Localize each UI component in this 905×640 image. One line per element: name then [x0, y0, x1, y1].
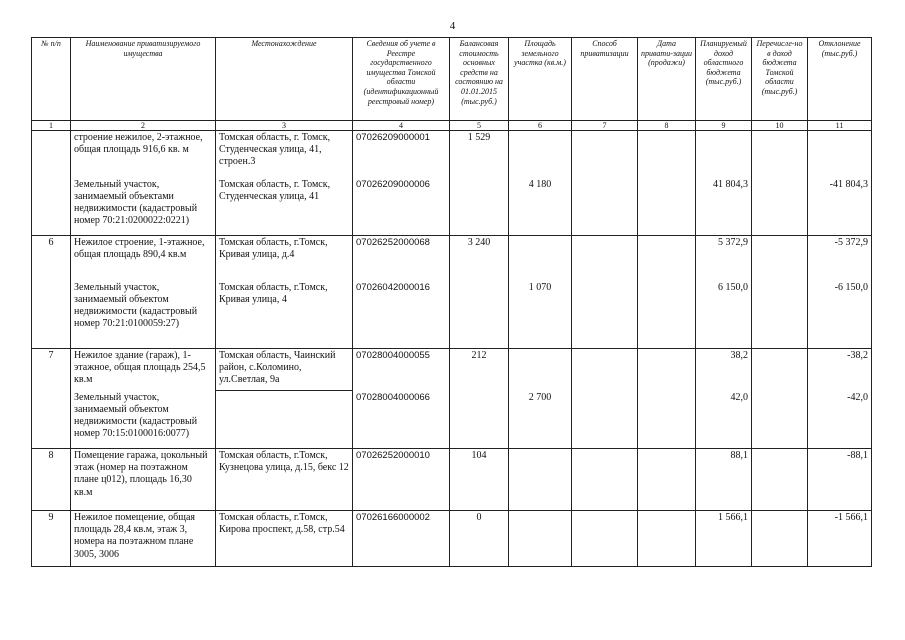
table-row — [32, 178, 872, 236]
row-transferred — [752, 391, 808, 449]
row-name: Помещение гаража, цокольный этаж (номер на поэтажном плане ц012), площадь 16,30 кв.м — [71, 449, 216, 511]
row-index: 6 — [32, 236, 71, 281]
row-method — [572, 281, 638, 349]
row-deviation: -5 372,9 — [808, 236, 872, 281]
row-planned-income: 88,1 — [696, 449, 752, 511]
header-location: Местонахождение — [216, 38, 353, 121]
row-location: Томская область, г. Томск, Студенческая улица, 41, строен.3 — [216, 131, 353, 178]
row-registry-number: 07026209000006 — [353, 178, 450, 236]
table-row — [32, 131, 872, 178]
row-date — [638, 236, 696, 281]
row-land-area: 4 180 — [509, 178, 572, 236]
row-index — [32, 131, 71, 178]
row-transferred — [752, 178, 808, 236]
row-deviation: -88,1 — [808, 449, 872, 511]
header-method: Способ приватизации — [572, 38, 638, 121]
row-date — [638, 449, 696, 511]
column-number: 4 — [353, 121, 450, 131]
header-transferred: Перечисле-но в доход бюджета Томской области (тыс.руб.) — [752, 38, 808, 121]
column-number: 3 — [216, 121, 353, 131]
row-name: Земельный участок, занимаемый объектами недвижимости (кадастровый номер 70:21:0200022:0221) — [71, 178, 216, 236]
column-number: 9 — [696, 121, 752, 131]
row-planned-income: 38,2 — [696, 349, 752, 391]
row-registry-number: 07026252000010 — [353, 449, 450, 511]
row-location: Томская область, г.Томск, Кирова проспект, д.58, стр.54 — [216, 511, 353, 567]
row-balance — [450, 391, 509, 449]
row-method — [572, 391, 638, 449]
row-registry-number: 07028004000066 — [353, 391, 450, 449]
table-row — [32, 349, 872, 391]
row-land-area — [509, 511, 572, 567]
header-index: № п/п — [32, 38, 71, 121]
row-deviation — [808, 131, 872, 178]
table-row — [32, 236, 872, 281]
row-land-area: 2 700 — [509, 391, 572, 449]
column-number: 8 — [638, 121, 696, 131]
row-balance: 3 240 — [450, 236, 509, 281]
row-location: Томская область, Чаинский район, с.Коломино, ул.Светлая, 9а — [216, 349, 353, 391]
row-transferred — [752, 349, 808, 391]
table-row — [32, 391, 872, 449]
column-number: 2 — [71, 121, 216, 131]
table-row — [32, 449, 872, 511]
row-registry-number: 07026209000001 — [353, 131, 450, 178]
row-transferred — [752, 131, 808, 178]
header-deviation: Отклонение (тыс.руб.) — [808, 38, 872, 121]
row-name: Нежилое помещение, общая площадь 28,4 кв.м, этаж 3, номера на поэтажном плане 3005, 3006 — [71, 511, 216, 567]
row-deviation: -6 150,0 — [808, 281, 872, 349]
row-location: Томская область, г.Томск, Кузнецова улица, д.15, бекс 12 — [216, 449, 353, 511]
row-name: строение нежилое, 2-этажное, общая площадь 916,6 кв. м — [71, 131, 216, 178]
row-method — [572, 511, 638, 567]
row-planned-income — [696, 131, 752, 178]
row-method — [572, 449, 638, 511]
header-date: Дата привати-зации (продажи) — [638, 38, 696, 121]
row-date — [638, 511, 696, 567]
row-planned-income: 1 566,1 — [696, 511, 752, 567]
table-row — [32, 281, 872, 349]
row-land-area — [509, 449, 572, 511]
row-balance — [450, 281, 509, 349]
row-index: 7 — [32, 349, 71, 391]
row-location: Томская область, г. Томск, Студенческая улица, 41 — [216, 178, 353, 236]
privatization-table — [31, 37, 872, 567]
column-number: 7 — [572, 121, 638, 131]
row-registry-number: 07026166000002 — [353, 511, 450, 567]
column-number: 11 — [808, 121, 872, 131]
row-method — [572, 236, 638, 281]
row-planned-income: 6 150,0 — [696, 281, 752, 349]
row-balance — [450, 178, 509, 236]
header-balance: Балансовая стоимость основных средств на состоянию на 01.01.2015 (тыс.руб.) — [450, 38, 509, 121]
row-balance: 1 529 — [450, 131, 509, 178]
row-balance: 0 — [450, 511, 509, 567]
column-number: 5 — [450, 121, 509, 131]
column-number: 1 — [32, 121, 71, 131]
row-index — [32, 391, 71, 449]
row-land-area — [509, 236, 572, 281]
row-name: Нежилое строение, 1-этажное, общая площадь 890,4 кв.м — [71, 236, 216, 281]
row-date — [638, 281, 696, 349]
row-location — [216, 391, 353, 449]
page-number: 4 — [449, 20, 456, 32]
row-registry-number: 07028004000055 — [353, 349, 450, 391]
column-number-row — [32, 121, 872, 131]
row-deviation: -42,0 — [808, 391, 872, 449]
header-land-area: Площадь земельного участка (кв.м.) — [509, 38, 572, 121]
row-transferred — [752, 449, 808, 511]
row-name: Земельный участок, занимаемый объектом недвижимости (кадастровый номер 70:21:0100059:27) — [71, 281, 216, 349]
row-planned-income: 41 804,3 — [696, 178, 752, 236]
row-location: Томская область, г.Томск, Кривая улица, 4 — [216, 281, 353, 349]
row-registry-number: 07026042000016 — [353, 281, 450, 349]
row-index: 9 — [32, 511, 71, 567]
row-transferred — [752, 236, 808, 281]
row-registry-number: 07026252000068 — [353, 236, 450, 281]
row-planned-income: 5 372,9 — [696, 236, 752, 281]
row-land-area: 1 070 — [509, 281, 572, 349]
row-method — [572, 131, 638, 178]
row-index: 8 — [32, 449, 71, 511]
column-number: 10 — [752, 121, 808, 131]
header-registry: Сведения об учете в Реестре государственного имущества Томской области (идентификационный реестровый номер) — [353, 38, 450, 121]
row-planned-income: 42,0 — [696, 391, 752, 449]
row-date — [638, 391, 696, 449]
row-deviation: -38,2 — [808, 349, 872, 391]
row-date — [638, 178, 696, 236]
row-balance: 104 — [450, 449, 509, 511]
row-location: Томская область, г.Томск, Кривая улица, д.4 — [216, 236, 353, 281]
row-land-area — [509, 131, 572, 178]
header-name: Наименование приватизируемого имущества — [71, 38, 216, 121]
row-date — [638, 131, 696, 178]
row-method — [572, 349, 638, 391]
row-land-area — [509, 349, 572, 391]
row-name: Нежилое здание (гараж), 1-этажное, общая площадь 254,5 кв.м — [71, 349, 216, 391]
row-deviation: -41 804,3 — [808, 178, 872, 236]
row-balance: 212 — [450, 349, 509, 391]
row-index — [32, 281, 71, 349]
header-planned-income: Планируемый доход областного бюджета (тыс.руб.) — [696, 38, 752, 121]
row-deviation: -1 566,1 — [808, 511, 872, 567]
row-method — [572, 178, 638, 236]
row-transferred — [752, 511, 808, 567]
row-date — [638, 349, 696, 391]
column-number: 6 — [509, 121, 572, 131]
row-index — [32, 178, 71, 236]
header-row — [32, 38, 872, 121]
table-row — [32, 511, 872, 567]
row-name: Земельный участок, занимаемый объектом недвижимости (кадастровый номер 70:15:0100016:0077) — [71, 391, 216, 449]
row-transferred — [752, 281, 808, 349]
